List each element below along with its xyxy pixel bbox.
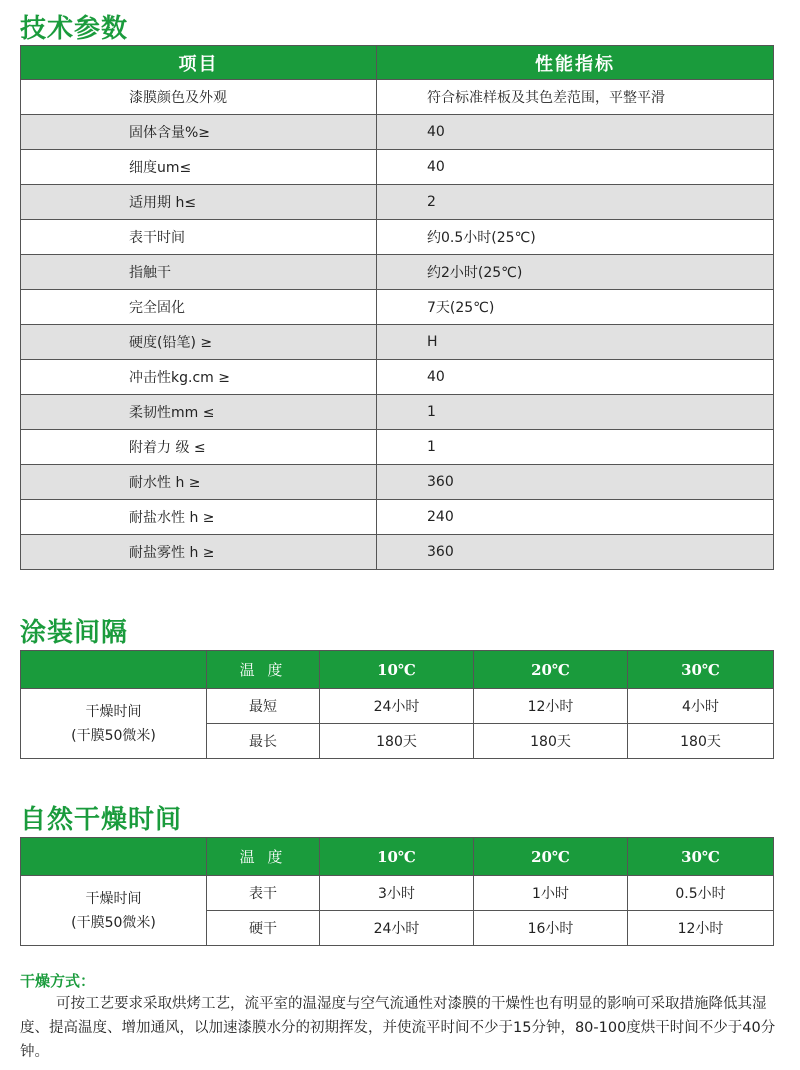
spec-item: 指触干 [21,255,377,290]
spec-value: 40 [377,115,774,150]
table-row [21,430,774,465]
table-row [21,290,774,325]
spec-value: 1 [377,430,774,465]
drying-method-title: 干燥方式： [20,972,96,990]
table-row [21,325,774,360]
table-row [21,500,774,535]
empty-header-cell [21,838,207,876]
spec-value: 约0.5小时(25℃) [377,220,774,255]
row-label: 表干 [207,876,320,911]
drying-time-rowhead [21,876,207,946]
table-row [21,395,774,430]
temp-20: 20℃ [474,651,628,689]
temp-30: 30℃ [628,838,774,876]
cell-value: 180天 [474,724,628,759]
coating-header-row [21,651,774,689]
spec-item: 固体含量%≥ [21,115,377,150]
cell-value: 24小时 [320,689,474,724]
spec-table [20,45,774,570]
row-label: 最短 [207,689,320,724]
cell-value: 12小时 [628,911,774,946]
table-row [21,689,774,724]
spec-value: 1 [377,395,774,430]
drying-time-rowhead [21,689,207,759]
spec-item: 硬度(铅笔) ≥ [21,325,377,360]
spec-item: 耐盐雾性 h ≥ [21,535,377,570]
table-row [21,220,774,255]
table-row [21,80,774,115]
temp-10: 10℃ [320,651,474,689]
table-row [21,465,774,500]
temp-20: 20℃ [474,838,628,876]
drying-time-table [20,837,774,946]
cell-value: 4小时 [628,689,774,724]
table-row [21,185,774,220]
spec-item: 表干时间 [21,220,377,255]
rowhead-line1: 干燥时间 [85,890,142,907]
spec-value: 7天(25℃) [377,290,774,325]
cell-value: 12小时 [474,689,628,724]
coating-section-title: 涂装间隔 [20,618,129,648]
temp-label: 温 度 [207,651,320,689]
temp-30: 30℃ [628,651,774,689]
spec-value: 约2小时(25℃) [377,255,774,290]
empty-header-cell [21,651,207,689]
spec-item: 适用期 h≤ [21,185,377,220]
spec-value: 360 [377,465,774,500]
coating-interval-table [20,650,774,759]
spec-value: 360 [377,535,774,570]
cell-value: 24小时 [320,911,474,946]
spec-item: 附着力 级 ≤ [21,430,377,465]
table-row [21,255,774,290]
spec-item: 细度um≤ [21,150,377,185]
table-row [21,115,774,150]
cell-value: 3小时 [320,876,474,911]
spec-value: 40 [377,150,774,185]
spec-value: 240 [377,500,774,535]
spec-value: 符合标准样板及其色差范围，平整平滑 [377,80,774,115]
cell-value: 0.5小时 [628,876,774,911]
drying-header-row [21,838,774,876]
spec-value: 40 [377,360,774,395]
table-row [21,535,774,570]
drying-method-text: 可按工艺要求采取烘烤工艺，流平室的温湿度与空气流通性对漆膜的干燥性也有明显的影响可采取措施降低其湿度、提高温度、增加通风，以加速漆膜水分的初期挥发，并使流平时间不少于15分钟，80-100度烘干时间不少于40分钟。 [20,996,776,1060]
header-value: 性能指标 [377,46,774,80]
spec-item: 耐盐水性 h ≥ [21,500,377,535]
temp-10: 10℃ [320,838,474,876]
row-label: 硬干 [207,911,320,946]
header-item: 项目 [21,46,377,80]
spec-value: H [377,325,774,360]
rowhead-line2: (干膜50微米) [71,914,156,931]
spec-item: 柔韧性mm ≤ [21,395,377,430]
cell-value: 180天 [320,724,474,759]
rowhead-line1: 干燥时间 [85,703,142,720]
table-row [21,150,774,185]
spec-value: 2 [377,185,774,220]
spec-item: 漆膜颜色及外观 [21,80,377,115]
cell-value: 16小时 [474,911,628,946]
spec-section-title: 技术参数 [20,14,129,44]
table-row [21,360,774,395]
drying-section-title: 自然干燥时间 [20,805,183,835]
spec-item: 冲击性kg.cm ≥ [21,360,377,395]
cell-value: 180天 [628,724,774,759]
spec-item: 完全固化 [21,290,377,325]
cell-value: 1小时 [474,876,628,911]
spec-item: 耐水性 h ≥ [21,465,377,500]
row-label: 最长 [207,724,320,759]
temp-label: 温 度 [207,838,320,876]
table-row [21,876,774,911]
spec-header-row [21,46,774,80]
rowhead-line2: (干膜50微米) [71,727,156,744]
